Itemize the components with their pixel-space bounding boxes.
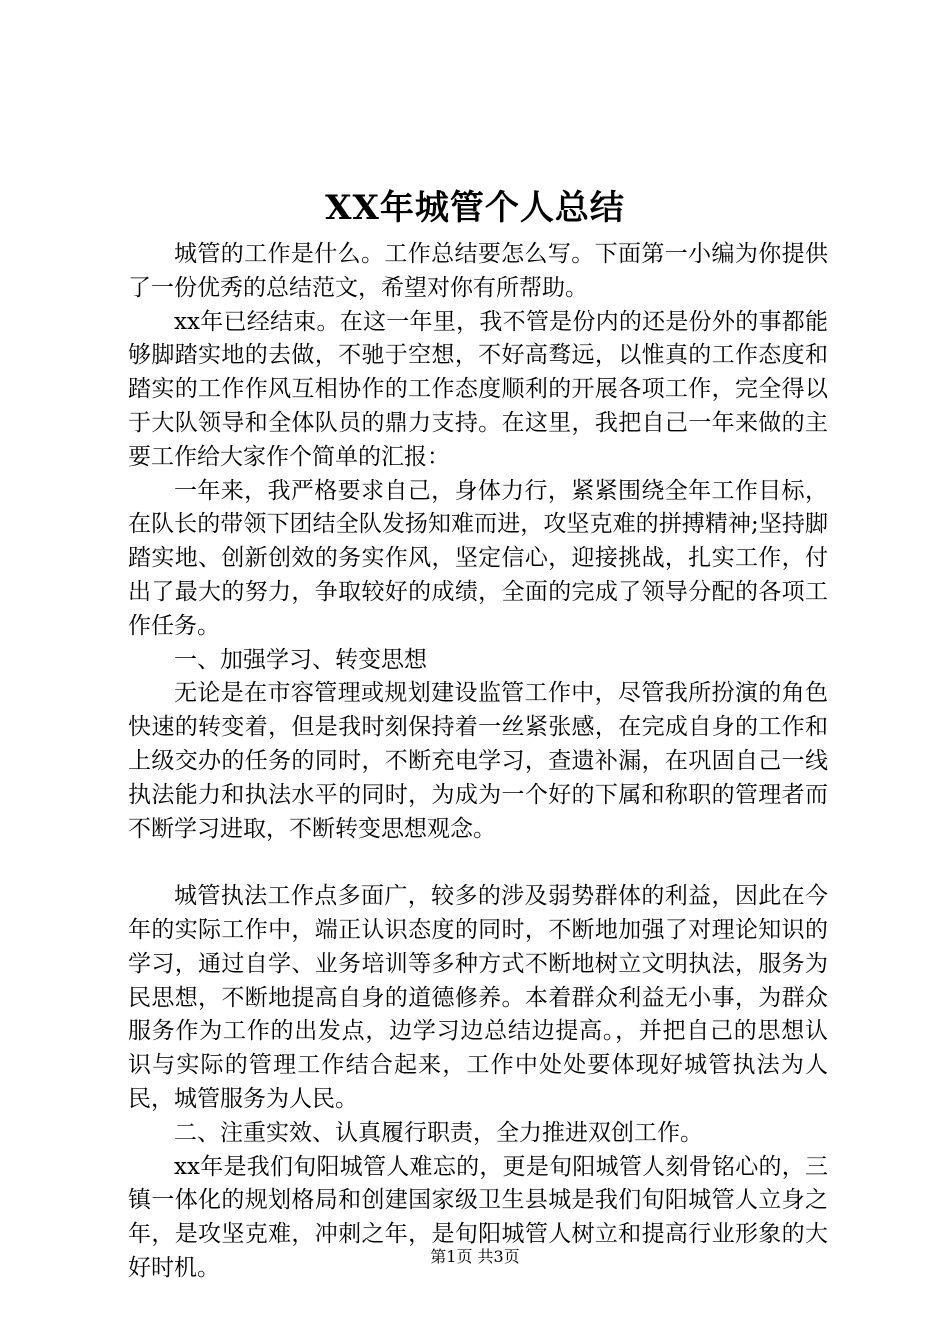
paragraph-enforcement: 城管执法工作点多面广，较多的涉及弱势群体的利益，因此在今年的实际工作中，端正认识态度的同时，不断地加强了对理论知识的学习，通过自学、业务培训等多种方式不断地树立文明执法，服务为民思想，不断地提高自身的道德修养。本着群众利益无小事，为群众服务作为工作的出发点，边学习边总结边提高。，并把自己的思想认识与实际的管理工作结合起来，工作中处处要体现好城管执法为人民，城管服务为人民。	[128, 883, 828, 1112]
paragraph-intro: 城管的工作是什么。工作总结要怎么写。下面第一小编为你提供了一份优秀的总结范文，希望对你有所帮助。	[128, 241, 828, 301]
paragraph-opening: xx年已经结束。在这一年里，我不管是份内的还是份外的事都能够脚踏实地的去做，不驰于空想，不好高骛远，以惟真的工作态度和踏实的工作作风互相协作的工作态度顺利的开展各项工作，完全得以于大队领导和全体队员的鼎力支持。在这里，我把自己一年来做的主要工作给大家作个简单的汇报：	[128, 308, 828, 470]
paragraph-study: 无论是在市容管理或规划建设监管工作中，尽管我所扮演的角色快速的转变着，但是我时刻保持着一丝紧张感，在完成自身的工作和上级交办的任务的同时，不断充电学习，查遗补漏，在巩固自己一线执法能力和执法水平的同时，为成为一个好的下属和称职的管理者而不断学习进取，不断转变思想观念。	[128, 680, 828, 842]
section-heading-1: 一、加强学习、转变思想	[174, 646, 427, 673]
document-body	[128, 238, 828, 1286]
paragraph-xunyang: xx年是我们旬阳城管人难忘的，更是旬阳城管人刻骨铭心的，三镇一体化的规划格局和创建国家级卫生县城是我们旬阳城管人立身之年，是攻坚克难，冲刺之年，是旬阳城管人树立和提高行业形象的大好时机。	[128, 1153, 828, 1281]
document-title: XX年城管个人总结	[325, 188, 625, 228]
section-heading-2: 二、注重实效、认真履行职责，全力推进双创工作。	[174, 1119, 703, 1146]
paragraph-year-review: 一年来，我严格要求自己，身体力行，紧紧围绕全年工作目标，在队长的带领下团结全队发扬知难而进，攻坚克难的拼搏精神;坚持脚踏实地、创新创效的务实作风，坚定信心，迎接挑战，扎实工作，付出了最大的努力，争取较好的成绩，全面的完成了领导分配的各项工作任务。	[128, 477, 828, 639]
page-footer: 第1页 共3页	[430, 1247, 520, 1266]
paragraph-gap	[128, 846, 828, 880]
